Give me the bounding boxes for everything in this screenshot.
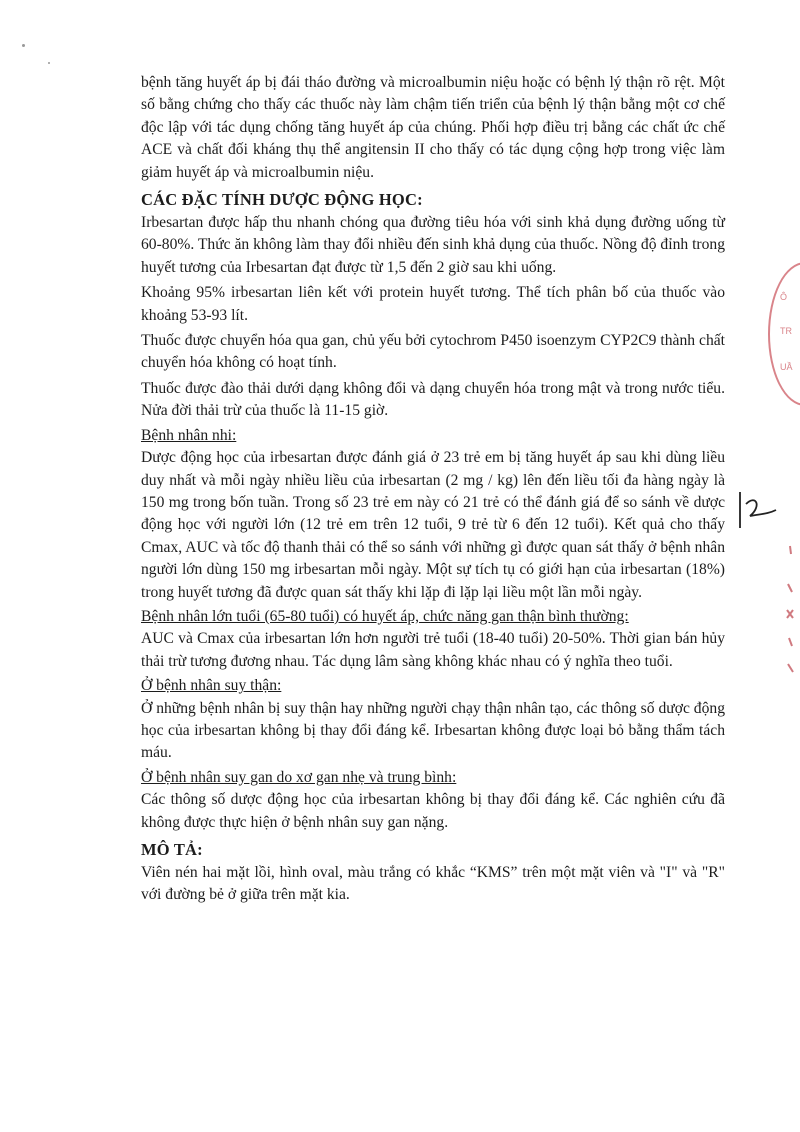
pediatric-subheading: Bệnh nhân nhi: bbox=[141, 426, 237, 444]
hepatic-subheading: Ở bệnh nhân suy gan do xơ gan nhẹ và trung bình: bbox=[141, 768, 457, 786]
description-paragraph: Viên nén hai mặt lồi, hình oval, màu trắng có khắc “KMS” trên một mặt viên và "I" và "R" với đường bẻ ở giữa trên mặt kia. bbox=[141, 864, 725, 904]
hepatic-paragraph: Các thông số dược động học của irbesartan không bị thay đổi đáng kể. Các nghiên cứu đã không được thực hiện ở bệnh nhân suy gan nặng. bbox=[141, 791, 725, 831]
metabolism-paragraph: Thuốc được chuyển hóa qua gan, chủ yếu bởi cytochrom P450 isoenzym CYP2C9 thành chất chuyển hóa không có hoạt tính. bbox=[141, 332, 725, 372]
elderly-paragraph: AUC và Cmax của irbesartan lớn hơn người trẻ tuổi (18-40 tuổi) 20-50%. Thời gian bán hủy thải trừ tương đương nhau. Tác dụng lâm sàng không khác nhau có ý nghĩa theo tuổi. bbox=[141, 630, 725, 670]
document-page bbox=[141, 72, 725, 907]
elimination-paragraph: Thuốc được đào thải dưới dạng không đổi và dạng chuyển hóa trong mật và trong nước tiểu. Nửa đời thải trừ của thuốc là 11-15 giờ. bbox=[141, 379, 725, 420]
stamp-letters: TR bbox=[780, 326, 792, 336]
elderly-subheading: Bệnh nhân lớn tuổi (65-80 tuổi) có huyết áp, chức năng gan thận bình thường: bbox=[141, 607, 629, 625]
scan-speck bbox=[48, 62, 50, 64]
pediatric-paragraph: Dược động học của irbesartan được đánh giá ở 23 trẻ em bị tăng huyết áp sau khi dùng liều duy nhất và mỗi ngày nhiều liều của irbesartan (2 mg / kg) lên đến liều tối đa hàng ngày là 150 mg trong bốn tuần. Trong số 23 trẻ em này có 21 trẻ có thể đánh giá để so sánh về dược động học với người lớn (12 trẻ em trên 12 tuổi, 9 trẻ từ 6 đến 12 tuổi). Kết quả cho thấy Cmax, AUC và tốc độ thanh thải có thể so sánh với những gì được quan sát thấy ở bệnh nhân người lớn dùng 150 mg irbesartan mỗi ngày. Một sự tích tụ có giới hạn của irbesartan (18%) trong huyết tương đã được quan sát thấy khi lặp đi lặp lại liều một lần mỗi ngày. bbox=[141, 449, 725, 601]
distribution-paragraph: Khoảng 95% irbesartan liên kết với protein huyết tương. Thể tích phân bố của thuốc vào khoảng 53-93 lít. bbox=[141, 284, 725, 324]
description-heading: MÔ TẢ: bbox=[141, 840, 203, 859]
pharmacokinetics-heading: CÁC ĐẶC TÍNH DƯỢC ĐỘNG HỌC: bbox=[141, 190, 423, 210]
intro-paragraph: bệnh tăng huyết áp bị đái tháo đường và microalbumin niệu hoặc có bệnh lý thận rõ rệt. Một số bằng chứng cho thấy các thuốc này làm chậm tiến triển của bệnh lý thận bằng một cơ chế độc lập với tác dụng chống tăng huyết áp của chúng. Phối hợp điều trị bằng các chất ức chế ACE và chất đối kháng thụ thể angitensin II cho thấy có tác dụng cộng hợp trong việc làm giảm huyết áp và microalbumin niệu. bbox=[141, 74, 725, 181]
handwritten-initial bbox=[736, 488, 780, 532]
stamp-letters: UẦ bbox=[780, 362, 793, 372]
stamp-letters: Ô bbox=[780, 292, 788, 302]
renal-subheading: Ở bệnh nhân suy thận: bbox=[141, 677, 282, 695]
margin-red-marks bbox=[782, 540, 798, 680]
scan-speck bbox=[22, 44, 25, 47]
renal-paragraph: Ở những bệnh nhân bị suy thận hay những người chạy thận nhân tạo, các thông số dược động học của irbesartan không bị thay đổi đáng kể. Irbesartan không được loại bỏ bằng thẩm tách máu. bbox=[141, 699, 725, 762]
stamp-seal bbox=[768, 262, 800, 406]
absorption-paragraph: Irbesartan được hấp thu nhanh chóng qua đường tiêu hóa với sinh khả dụng đường uống từ 60-80%. Thức ăn không làm thay đổi nhiều đến sinh khả dụng của thuốc. Nồng độ đỉnh trong huyết tương của Irbesartan đạt được từ 1,5 đến 2 giờ sau khi uống. bbox=[141, 214, 725, 276]
